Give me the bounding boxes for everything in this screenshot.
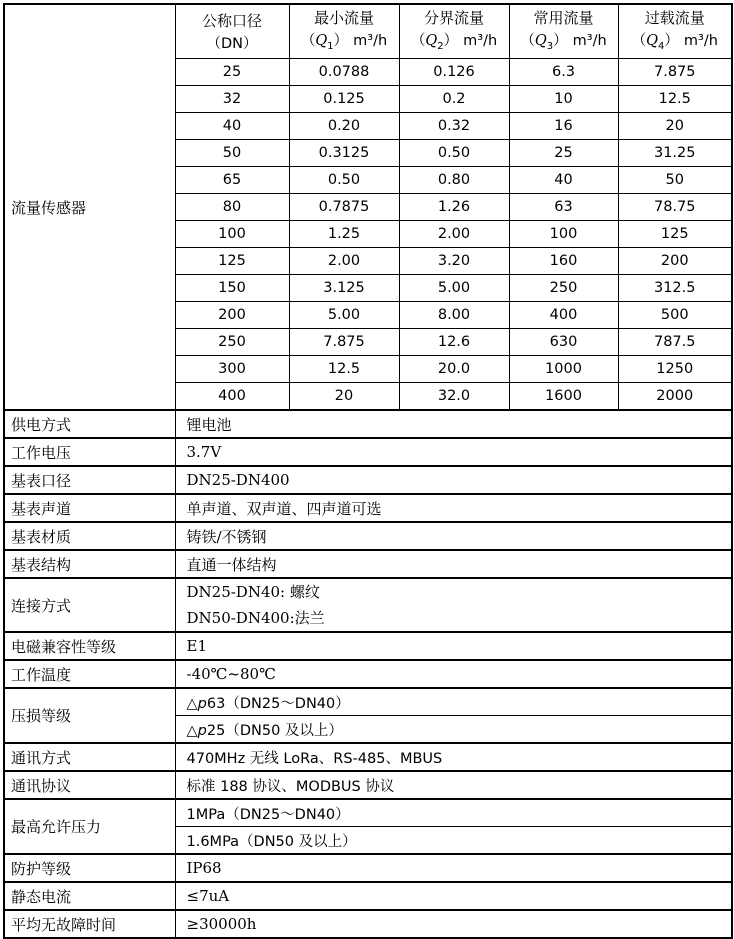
col-header-title: 分界流量 [423,8,484,27]
flow-cell-q1: 20 [289,383,399,411]
flow-cell-q2: 12.6 [399,329,509,356]
spec-row-static-current [4,882,732,910]
spec-value-line-1: 1MPa（DN25～DN40） [175,799,732,827]
flow-cell-q1: 3.125 [289,275,399,302]
spec-row-communication-mode [4,743,732,771]
flow-cell-q1: 2.00 [289,248,399,275]
flow-table-header-row [4,4,732,59]
flow-cell-q2: 20.0 [399,356,509,383]
flow-cell-q2: 3.20 [399,248,509,275]
spec-label: 通讯方式 [4,743,175,771]
spec-value: 直通一体结构 [175,550,732,578]
flow-cell-q1: 0.125 [289,86,399,113]
flow-cell-q3: 10 [509,86,618,113]
col-header-title: 公称口径 [201,11,262,30]
flow-cell-q1: 0.50 [289,167,399,194]
spec-value: ≥30000h [175,910,732,938]
spec-label: 平均无故障时间 [4,910,175,938]
flow-cell-q1: 0.7875 [289,194,399,221]
flow-cell-q4: 7.875 [618,59,732,86]
spec-label: 工作电压 [4,438,175,466]
flow-cell-dn: 250 [175,329,289,356]
spec-value: 470MHz 无线 LoRa、RS-485、MBUS [175,743,732,771]
connection-line-thread: DN25-DN40: 螺纹 [186,583,320,601]
col-header-unit: $(Q_2)$ m³/h [410,32,498,52]
flow-cell-q1: 5.00 [289,302,399,329]
flow-cell-q4: 312.5 [618,275,732,302]
spec-row-connection-type [4,578,732,632]
flow-cell-q4: 500 [618,302,732,329]
spec-label: 基表结构 [4,550,175,578]
flow-cell-q2: 1.26 [399,194,509,221]
flow-cell-dn: 125 [175,248,289,275]
spec-row-meter-material [4,522,732,550]
flow-cell-q3: 100 [509,221,618,248]
spec-label: 防护等级 [4,854,175,882]
flow-cell-q2: 8.00 [399,302,509,329]
flow-cell-q3: 250 [509,275,618,302]
flow-cell-q3: 63 [509,194,618,221]
flow-cell-q2: 0.126 [399,59,509,86]
spec-value: E1 [175,632,732,660]
col-header-title: 常用流量 [533,8,594,27]
flow-cell-q3: 16 [509,113,618,140]
spec-label: 电磁兼容性等级 [4,632,175,660]
spec-label: 连接方式 [4,578,175,632]
flow-cell-q4: 2000 [618,383,732,411]
flow-cell-q2: 5.00 [399,275,509,302]
flow-cell-q4: 1250 [618,356,732,383]
spec-value: -40℃~80℃ [175,660,732,688]
spec-row-protection-class [4,854,732,882]
flow-cell-q4: 50 [618,167,732,194]
flow-cell-q1: 0.20 [289,113,399,140]
flow-cell-q2: 0.80 [399,167,509,194]
spec-row-meter-channels [4,494,732,522]
flow-cell-dn: 65 [175,167,289,194]
spec-label: 静态电流 [4,882,175,910]
col-header-title: 过载流量 [644,8,705,27]
flow-cell-dn: 200 [175,302,289,329]
flow-cell-q4: 125 [618,221,732,248]
col-header-overload-flow [618,4,732,59]
connection-line-flange: DN50-DN400:法兰 [186,609,325,627]
flow-cell-dn: 150 [175,275,289,302]
spec-value: 铸铁/不锈钢 [175,522,732,550]
flow-cell-q3: 630 [509,329,618,356]
spec-value: IP68 [175,854,732,882]
flow-cell-q4: 20 [618,113,732,140]
spec-row-pressure-loss-class [4,688,732,716]
col-header-unit: （DN） [206,35,258,52]
spec-row-communication-protocol [4,771,732,799]
spec-label: 通讯协议 [4,771,175,799]
flow-cell-q2: 0.2 [399,86,509,113]
flow-cell-q3: 1600 [509,383,618,411]
flow-cell-q1: 0.0788 [289,59,399,86]
flow-cell-dn: 40 [175,113,289,140]
flow-cell-dn: 50 [175,140,289,167]
flow-cell-q3: 6.3 [509,59,618,86]
col-header-nominal-diameter [175,4,289,59]
spec-row-working-temperature [4,660,732,688]
flow-cell-q4: 12.5 [618,86,732,113]
spec-value-line-2: 1.6MPa（DN50 及以上） [175,827,732,855]
flow-cell-q1: 12.5 [289,356,399,383]
flow-cell-q4: 78.75 [618,194,732,221]
flow-cell-q3: 160 [509,248,618,275]
spec-label: 压损等级 [4,688,175,743]
flow-cell-q3: 400 [509,302,618,329]
flow-cell-q2: 0.32 [399,113,509,140]
col-header-unit: $(Q_1)$ m³/h [300,32,388,52]
flow-cell-q1: 7.875 [289,329,399,356]
spec-row-meter-diameter [4,466,732,494]
col-header-title: 最小流量 [313,8,374,27]
flow-cell-q3: 1000 [509,356,618,383]
spec-label: 最高允许压力 [4,799,175,854]
flow-cell-dn: 25 [175,59,289,86]
spec-value [175,578,732,632]
spec-label: 基表口径 [4,466,175,494]
spec-row-working-voltage [4,438,732,466]
spec-label: 基表材质 [4,522,175,550]
spec-value: 锂电池 [175,410,732,438]
flow-cell-q2: 2.00 [399,221,509,248]
flow-cell-dn: 32 [175,86,289,113]
specification-table [3,3,733,939]
flow-cell-q3: 40 [509,167,618,194]
spec-row-power-supply [4,410,732,438]
spec-value-line-2: △p25（DN50 及以上） [175,716,732,744]
flow-cell-q1: 1.25 [289,221,399,248]
flow-cell-dn: 300 [175,356,289,383]
spec-value-line-1: △p63（DN25～DN40） [175,688,732,716]
flow-cell-q2: 32.0 [399,383,509,411]
spec-label: 供电方式 [4,410,175,438]
spec-row-meter-structure [4,550,732,578]
col-header-transition-flow [399,4,509,59]
flow-cell-dn: 400 [175,383,289,411]
spec-label: 工作温度 [4,660,175,688]
spec-value: 单声道、双声道、四声道可选 [175,494,732,522]
spec-value: DN25-DN400 [175,466,732,494]
col-header-unit: $(Q_3)$ m³/h [520,32,607,52]
spec-row-emc-class [4,632,732,660]
col-header-min-flow [289,4,399,59]
flow-cell-q1: 0.3125 [289,140,399,167]
spec-label: 基表声道 [4,494,175,522]
col-header-common-flow [509,4,618,59]
flow-cell-q2: 0.50 [399,140,509,167]
sensor-section-label: 流量传感器 [4,4,175,410]
spec-row-mtbf [4,910,732,938]
spec-value: 3.7V [175,438,732,466]
spec-value: ≤7uA [175,882,732,910]
flow-cell-q3: 25 [509,140,618,167]
col-header-unit: $(Q_4)$ m³/h [631,32,718,52]
flow-cell-q4: 31.25 [618,140,732,167]
flow-cell-dn: 80 [175,194,289,221]
flow-cell-dn: 100 [175,221,289,248]
spec-row-max-allowed-pressure [4,799,732,827]
flow-cell-q4: 200 [618,248,732,275]
spec-value: 标准 188 协议、MODBUS 协议 [175,771,732,799]
flow-cell-q4: 787.5 [618,329,732,356]
